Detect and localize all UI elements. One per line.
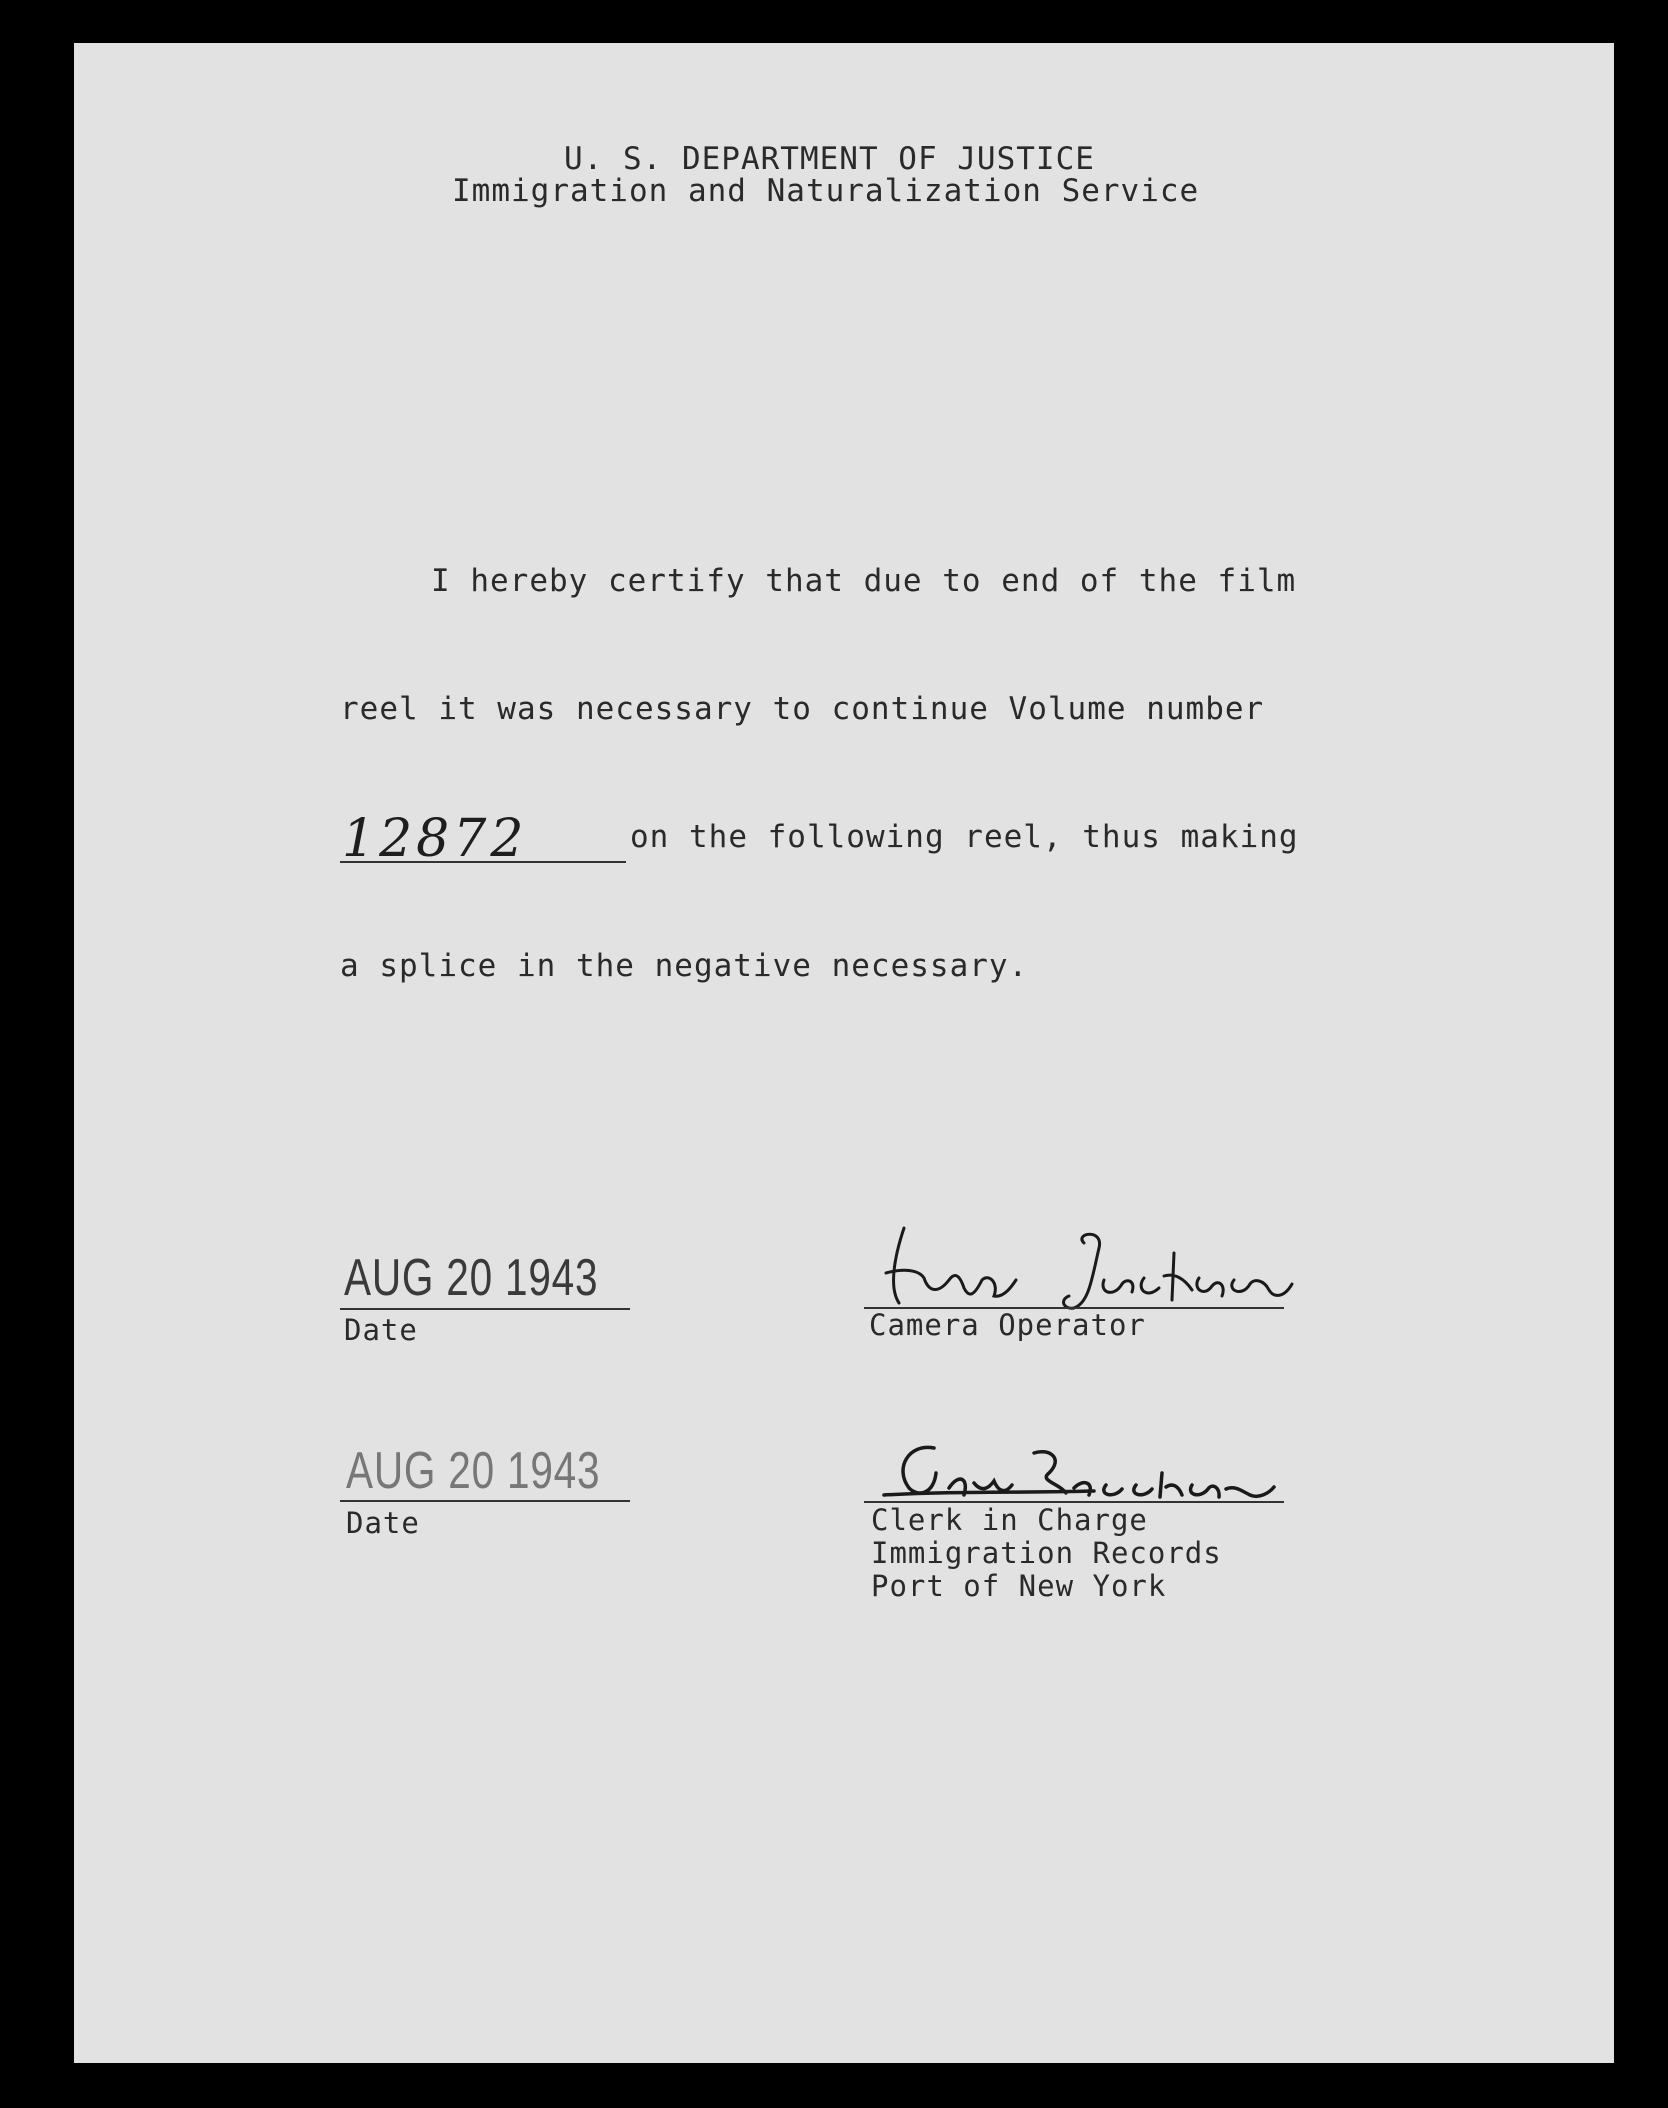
document-page — [74, 43, 1614, 2063]
date-stamp-2: AUG 20 1943 — [346, 1442, 601, 1500]
date-line-2 — [340, 1500, 630, 1502]
camera-operator-signature — [874, 1218, 1344, 1318]
header-line-1: U. S. DEPARTMENT OF JUSTICE — [564, 141, 1095, 177]
date-label-2: Date — [346, 1506, 420, 1540]
body-line-3: on the following reel, thus making — [630, 819, 1299, 855]
camera-operator-label: Camera Operator — [869, 1308, 1146, 1342]
date-stamp-1: AUG 20 1943 — [344, 1249, 599, 1307]
clerk-label-line-2: Immigration Records — [871, 1536, 1222, 1570]
date-label-1: Date — [344, 1313, 418, 1347]
clerk-label-line-1: Clerk in Charge — [871, 1503, 1148, 1537]
volume-number-blank — [340, 861, 626, 863]
clerk-label-line-3: Port of New York — [871, 1569, 1167, 1603]
date-line-1 — [340, 1308, 630, 1310]
header-line-2: Immigration and Naturalization Service — [452, 173, 1200, 209]
volume-number: 12872 — [342, 809, 528, 869]
body-line-2: reel it was necessary to continue Volume number — [340, 691, 1265, 727]
body-line-4: a splice in the negative necessary. — [340, 948, 1029, 984]
body-line-1: I hereby certify that due to end of the film — [431, 563, 1297, 599]
